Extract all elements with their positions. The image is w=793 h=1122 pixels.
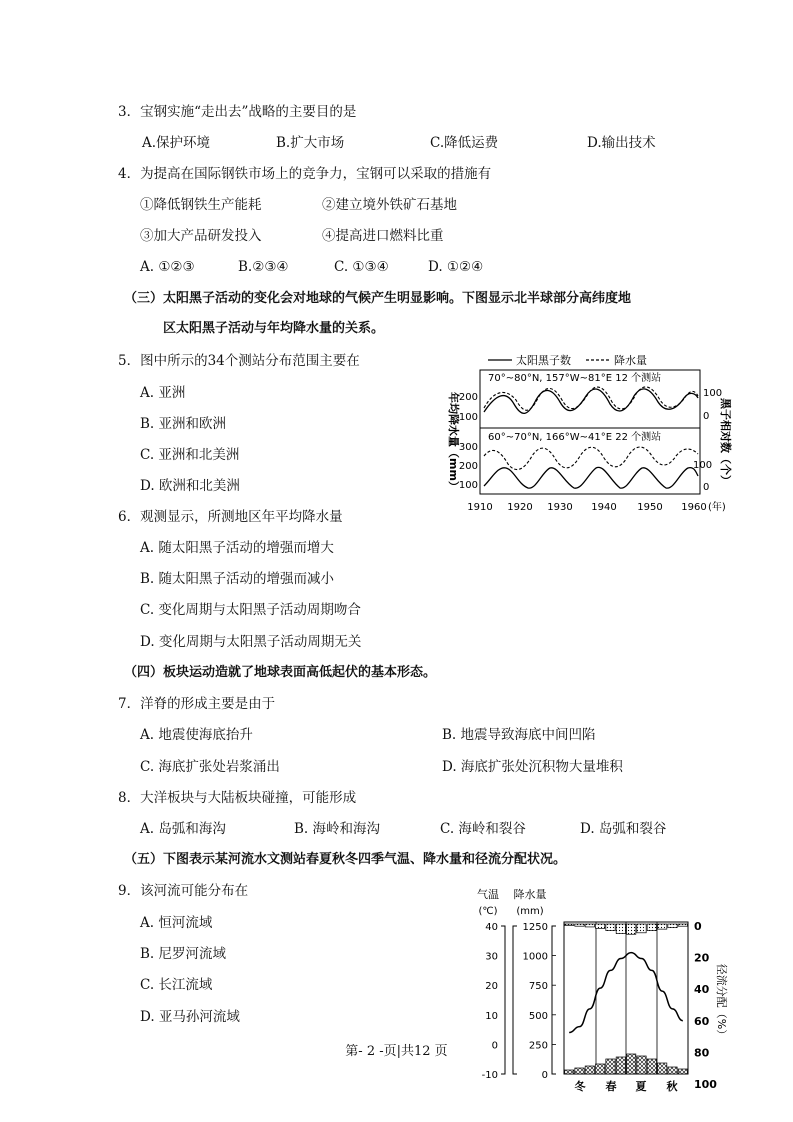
q4-option-b: B.②③④ [238,259,289,275]
temp-tick: 40 [485,922,498,933]
bottom-sunspot-curve [484,467,698,488]
q8-option-d: D. 岛弧和裂谷 [580,821,667,837]
runoff-bar [658,924,667,929]
runoff-bar [627,924,636,934]
q3-stem: 3．宝钢实施“走出去”战略的主要目的是 [118,104,357,120]
precip-bar [647,1059,656,1074]
left-tick-bottom-200: 200 [458,461,478,472]
q9-option-b: B. 尼罗河流域 [140,946,227,962]
right-tick-bottom-0: 0 [703,482,710,493]
temp-axis-unit: (℃) [478,906,498,917]
q5-option-a: A. 亚洲 [140,385,186,401]
q6-option-c: C. 变化周期与太阳黑子活动周期吻合 [140,602,361,618]
precip-bar [668,1067,677,1074]
panel-top-label: 70°~80°N, 157°W~81°E 12 个测站 [488,373,662,384]
section-3-heading-cont: 区太阳黑子活动与年均降水量的关系。 [163,321,385,336]
section-3-heading: （三）太阳黑子活动的变化会对地球的气候产生明显影响。下图显示北半球部分高纬度地 [124,291,632,306]
legend-sunspot: 太阳黑子数 [516,354,571,367]
runoff-bar [668,924,677,928]
precip-axis-unit: (mm) [516,906,544,917]
runoff-tick: 0 [694,920,702,933]
precip-bar [606,1059,615,1074]
precip-bar [596,1064,605,1074]
runoff-tick: 100 [694,1078,717,1091]
precip-bar [585,1066,594,1074]
q8-stem: 8．大洋板块与大陆板块碰撞，可能形成 [118,790,357,806]
q4-item-1: ①降低钢铁生产能耗 [140,197,262,213]
precip-bar [678,1069,687,1074]
climate-chart [468,884,738,1096]
x-unit: (年) [708,502,726,513]
runoff-bar [678,924,687,926]
season-winter: 冬 [574,1080,586,1093]
left-tick-bottom-300: 300 [458,442,478,453]
q3-option-a: A.保护环境 [142,135,211,151]
right-tick-top-0: 0 [703,411,710,422]
panel-bottom-label: 60°~70°N, 166°W~41°E 22 个测站 [488,432,662,443]
q6-option-a: A. 随太阳黑子活动的增强而增大 [140,540,334,556]
precip-axis-title: 降水量 [513,888,547,901]
runoff-bar [596,924,605,928]
x-tick-1960: 1960 [681,502,707,513]
q7-option-a: A. 地震使海底抬升 [140,727,253,743]
x-tick-1920: 1920 [507,502,533,513]
season-autumn: 秋 [666,1080,678,1093]
q4-stem: 4．为提高在国际钢铁市场上的竞争力，宝钢可以采取的措施有 [118,166,492,182]
sunspot-chart [436,350,736,520]
section-5-heading: （五）下图表示某河流水文测站春夏秋冬四季气温、降水量和径流分配状况。 [124,852,567,867]
temp-axis-title: 气温 [477,888,499,901]
x-tick-1950: 1950 [637,502,663,513]
precip-bar [565,1070,574,1074]
right-tick-top-100: 100 [703,388,723,399]
bottom-precip-curve [484,447,698,470]
left-tick-top-100: 100 [458,412,478,423]
temp-tick: 30 [485,951,498,963]
runoff-tick: 20 [694,951,710,965]
precip-bar [575,1068,584,1074]
precip-tick: 250 [528,1040,548,1052]
q8-option-c: C. 海岭和裂谷 [440,821,526,837]
q6-option-d: D. 变化周期与太阳黑子活动周期无关 [140,634,362,650]
q6-option-b: B. 随太阳黑子活动的增强而减小 [140,571,335,587]
right-tick-bottom-100: 100 [693,460,713,471]
runoff-bar [637,924,646,933]
q7-option-d: D. 海底扩张处沉积物大量堆积 [442,759,623,775]
season-summer: 夏 [635,1080,647,1093]
page-footer: 第- 2 -页|共12 页 [345,1044,448,1059]
q3-option-d: D.输出技术 [587,135,656,151]
q4-option-a: A. ①②③ [140,259,195,275]
q4-item-2: ②建立境外铁矿石基地 [322,197,457,213]
q8-option-b: B. 海岭和海沟 [294,821,381,837]
runoff-tick: 40 [694,983,710,997]
q7-option-c: C. 海底扩张处岩浆涌出 [140,759,280,775]
x-tick-1940: 1940 [591,502,617,513]
q9-option-a: A. 恒河流域 [140,915,213,931]
runoff-bar [616,924,625,934]
left-tick-top-200: 200 [458,392,478,403]
temp-tick: 20 [485,981,498,993]
precip-tick: 500 [528,1010,548,1022]
temp-tick: -10 [481,1070,498,1081]
left-tick-bottom-100: 100 [458,480,478,491]
q4-item-4: ④提高进口燃料比重 [322,228,444,244]
q7-option-b: B. 地震导致海底中间凹陷 [442,727,596,743]
x-tick-1910: 1910 [467,502,493,513]
runoff-axis-title: 径流分配（%） [715,963,728,1041]
precip-tick: 0 [541,1070,548,1081]
q5-option-c: C. 亚洲和北美洲 [140,447,240,463]
legend-precip: 降水量 [614,354,647,367]
x-tick-1930: 1930 [547,502,573,513]
left-axis-title: 年均降水量（mm） [447,392,460,492]
runoff-bar [606,924,615,931]
precip-bar [658,1063,667,1074]
q4-option-d: D. ①②④ [428,259,484,275]
runoff-bar [575,924,584,926]
precip-tick: 1000 [522,951,548,963]
runoff-bar [585,924,594,927]
q9-stem: 9．该河流可能分布在 [118,883,249,899]
q6-stem: 6．观测显示，所测地区年平均降水量 [118,509,343,525]
runoff-tick: 60 [694,1014,710,1028]
q3-option-c: C.降低运费 [430,135,499,151]
runoff-bar [565,924,574,925]
q4-option-c: C. ①③④ [334,259,389,275]
q3-option-b: B.扩大市场 [276,135,345,151]
q4-item-3: ③加大产品研发投入 [140,228,262,244]
q5-option-d: D. 欧洲和北美洲 [140,478,240,494]
q9-option-d: D. 亚马孙河流域 [140,1009,240,1025]
q7-stem: 7．洋脊的形成主要是由于 [118,696,276,712]
precip-bar [616,1057,625,1074]
q5-stem: 5．图中所示的34个测站分布范围主要在 [118,353,360,369]
q8-option-a: A. 岛弧和海沟 [140,821,226,837]
runoff-bar [647,924,656,931]
precip-tick: 750 [528,981,548,993]
season-spring: 春 [605,1080,617,1093]
q9-option-c: C. 长江流域 [140,977,213,993]
section-4-heading: （四）板块运动造就了地球表面高低起伏的基本形态。 [124,665,437,680]
q5-option-b: B. 亚洲和欧洲 [140,416,227,432]
right-axis-title: 黑子相对数（个） [719,398,732,486]
temp-tick: 10 [485,1010,498,1022]
temp-tick: 0 [491,1040,498,1052]
precip-tick: 1250 [522,922,548,933]
runoff-tick: 80 [694,1046,710,1060]
